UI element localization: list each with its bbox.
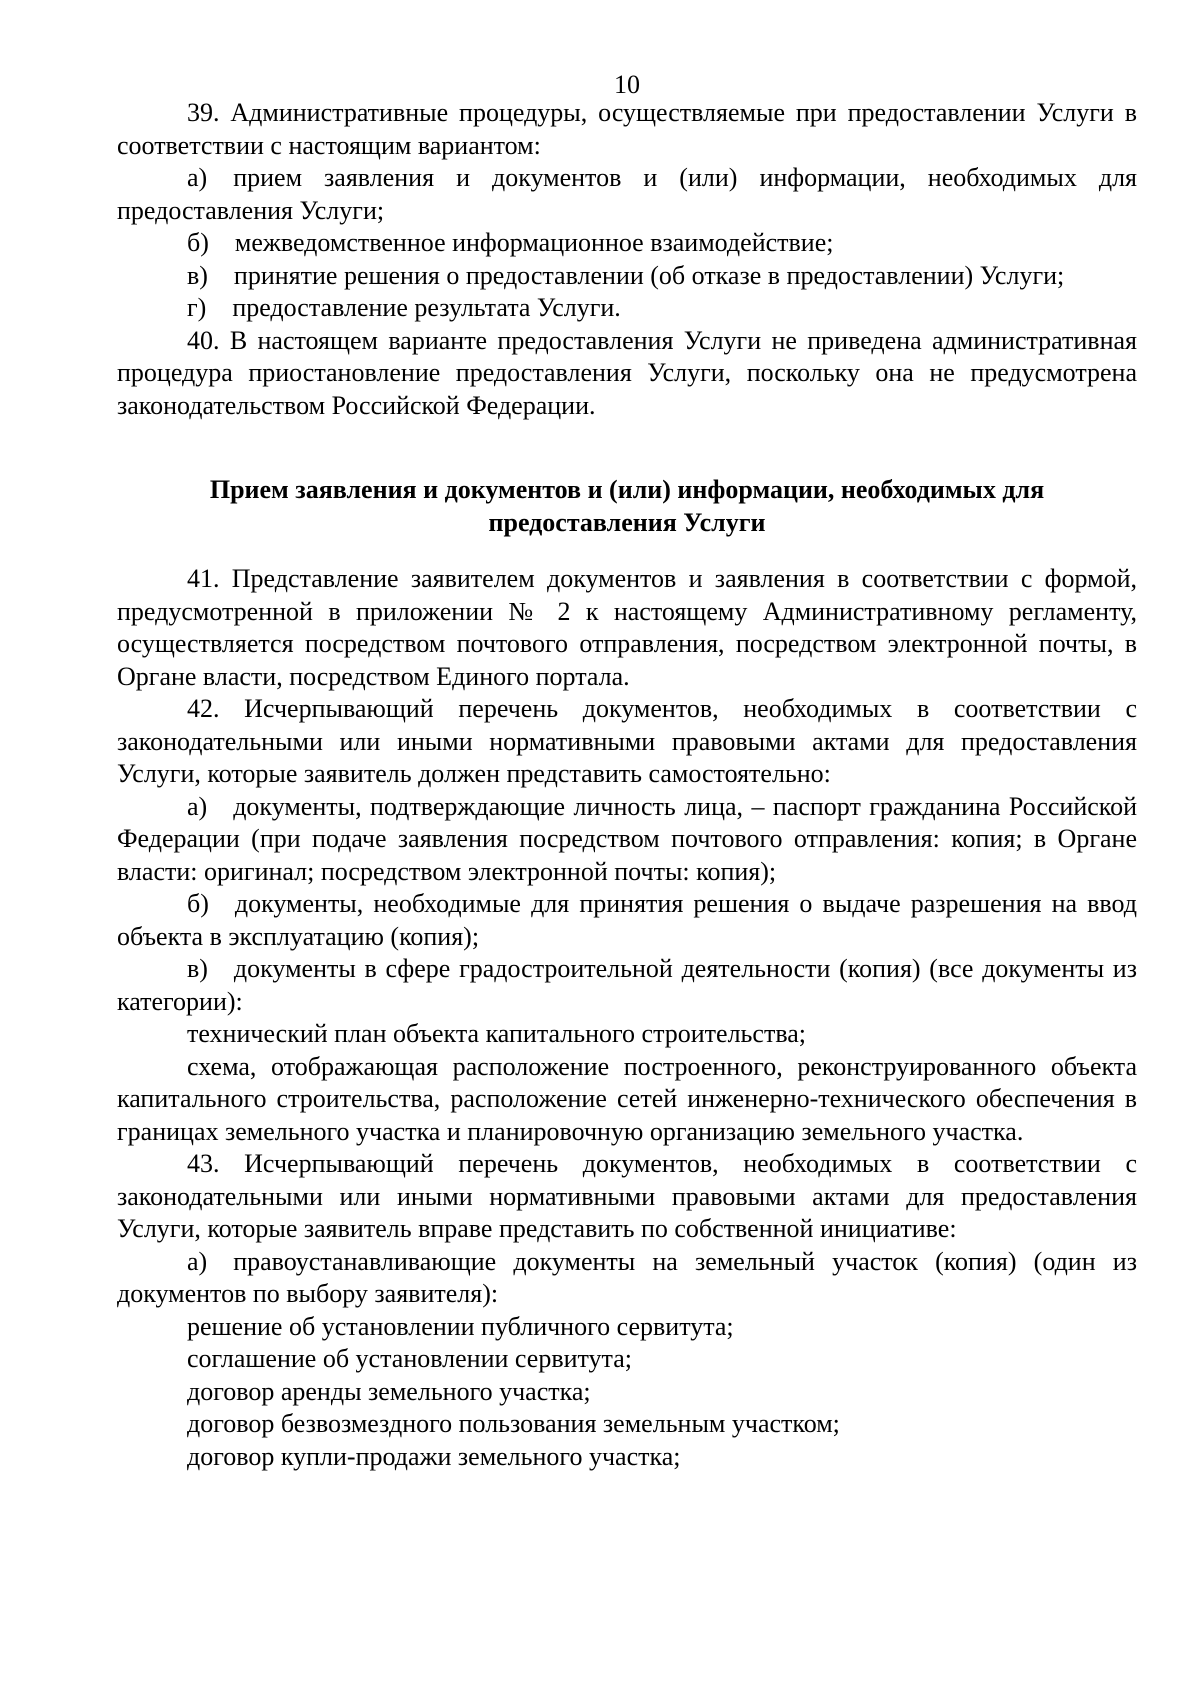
list-item-b: б) документы, необходимые для принятия решения о выдаче разрешения на ввод объекта в эксплуатацию (копия);: [117, 889, 1137, 951]
sub-item-scheme: схема, отображающая расположение построенного, реконструированного объекта капитального строительства, расположение сетей инженерно-технического обеспечения в границах земельного участка и планировочную организацию земельного участка.: [117, 1051, 1137, 1146]
list-item-g: г) предоставление результата Услуги.: [187, 293, 621, 322]
list-item-a: а) прием заявления и документов и (или) информации, необходимых для предоставления Услуги;: [117, 163, 1137, 225]
list-item-v: в) принятие решения о предоставлении (об отказе в предоставлении) Услуги;: [187, 260, 1065, 290]
section-reception: [117, 563, 1137, 1473]
sub-item-technical-plan: технический план объекта капитального строительства;: [187, 1019, 807, 1048]
paragraph-43: 43. Исчерпывающий перечень документов, необходимых в соответствии с законодательными или иными нормативными правовыми актами для предоставления Услуги, которые заявитель вправе представить по собственной инициативе:: [117, 1149, 1137, 1243]
list-item-a: а) правоустанавливающие документы на земельный участок (копия) (один из документов по выбору заявителя):: [117, 1246, 1137, 1308]
list-item-v: в) документы в сфере градостроительной деятельности (копия) (все документы из категории):: [117, 954, 1137, 1016]
sub-item-servitude-agreement: соглашение об установлении сервитута;: [187, 1344, 632, 1373]
list-item-b: б) межведомственное информационное взаимодействие;: [187, 228, 834, 257]
list-item-a: а) документы, подтверждающие личность лица, – паспорт гражданина Российской Федерации (при подаче заявления посредством почтового отправления: копия; в Органе власти: оригинал; посредством электронной почты: копия);: [117, 791, 1137, 886]
paragraph-42: 42. Исчерпывающий перечень документов, необходимых в соответствии с законодательными или иными нормативными правовыми актами для предоставления Услуги, которые заявитель должен представить самостоятельно:: [117, 694, 1137, 788]
section-heading: Прием заявления и документов и (или) информации, необходимых для предоставления Услуги: [209, 475, 1045, 537]
paragraph-41: 41. Представление заявителем документов и заявления в соответствии с формой, предусмотренной в приложении № 2 к настоящему Административному регламенту, осуществляется посредством почтового отправления, посредством электронной почты, в Органе власти, посредством Единого портала.: [117, 564, 1137, 691]
sub-item-public-servitude: решение об установлении публичного сервитута;: [187, 1311, 734, 1341]
sub-item-lease-contract: договор аренды земельного участка;: [187, 1376, 591, 1406]
paragraph-39: 39. Административные процедуры, осуществляемые при предоставлении Услуги в соответствии с настоящим вариантом:: [117, 98, 1137, 160]
sub-item-sale-contract: договор купли-продажи земельного участка;: [187, 1441, 681, 1471]
section-procedures: [117, 97, 1137, 422]
sub-item-free-use-contract: договор безвозмездного пользования земельным участком;: [187, 1409, 840, 1438]
page-number: 10: [614, 70, 640, 99]
paragraph-40: 40. В настоящем варианте предоставления Услуги не приведена административная процедура приостановление предоставления Услуги, поскольку она не предусмотрена законодательством Российской Федерации.: [117, 325, 1137, 420]
